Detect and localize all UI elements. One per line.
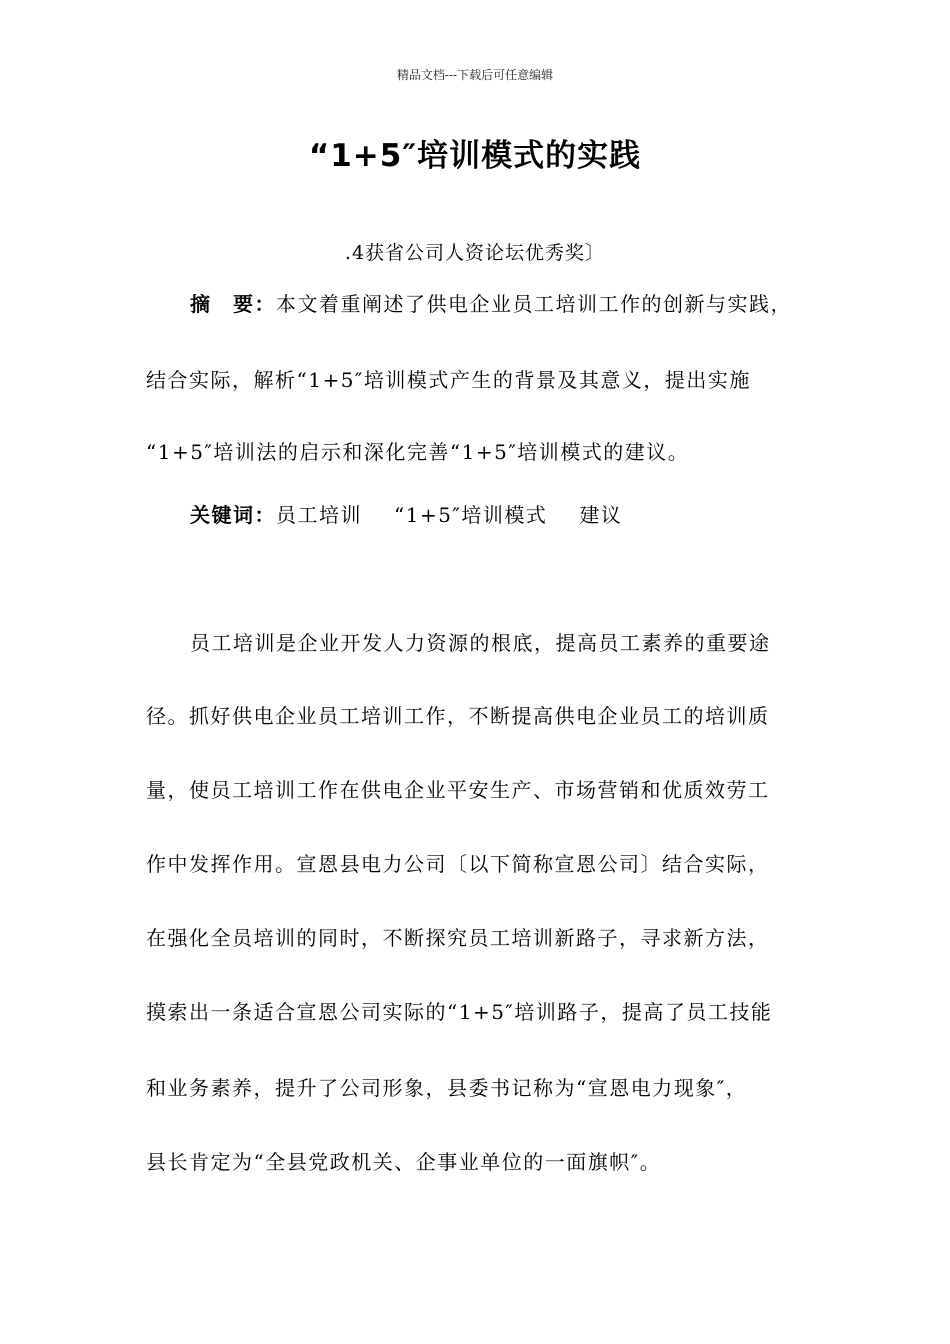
body-line: 作中发挥作用。宣恩县电力公司〔以下简称宣恩公司〕结合实际， xyxy=(146,852,770,876)
body-line: 县长肯定为“全县党政机关、企事业单位的一面旗帜″。 xyxy=(146,1150,662,1174)
keywords-label: 关键词： xyxy=(190,503,276,527)
abstract-text-1: 本文着重阐述了供电企业员工培训工作的创新与实践， xyxy=(276,292,792,316)
body-line: 摸索出一条适合宣恩公司实际的“1+5″培训路子，提高了员工技能 xyxy=(146,1000,773,1024)
keyword-item: “1+5″培训模式 xyxy=(394,503,548,527)
body-line: 和业务素养，提升了公司形象，县委书记称为“宣恩电力现象″， xyxy=(146,1076,748,1100)
abstract-label: 摘 要： xyxy=(190,292,276,316)
body-line: 量，使员工培训工作在供电企业平安生产、市场营销和优质效劳工 xyxy=(146,778,770,802)
document-title: “1+5″培训模式的实践 xyxy=(308,138,642,174)
abstract-line-1 xyxy=(190,288,792,317)
body-line: 在强化全员培训的同时，不断探究员工培训新路子，寻求新方法， xyxy=(146,926,770,950)
body-line: 员工培训是企业开发人力资源的根底，提高员工素养的重要途 xyxy=(190,631,771,655)
abstract-line-3: “1+5″培训法的启示和深化完善“1+5″培训模式的建议。 xyxy=(146,440,690,464)
keyword-item: 员工培训 xyxy=(276,503,362,527)
document-subtitle: .4获省公司人资论坛优秀奖〕 xyxy=(344,242,606,264)
keyword-item: 建议 xyxy=(579,503,623,527)
body-line: 径。抓好供电企业员工培训工作，不断提高供电企业员工的培训质 xyxy=(146,704,770,728)
keywords-line xyxy=(190,499,654,528)
abstract-line-2: 结合实际，解析“1+5″培训模式产生的背景及其意义，提出实施 xyxy=(146,368,751,392)
page-header: 精品文档---下载后可任意编辑 xyxy=(396,68,554,82)
